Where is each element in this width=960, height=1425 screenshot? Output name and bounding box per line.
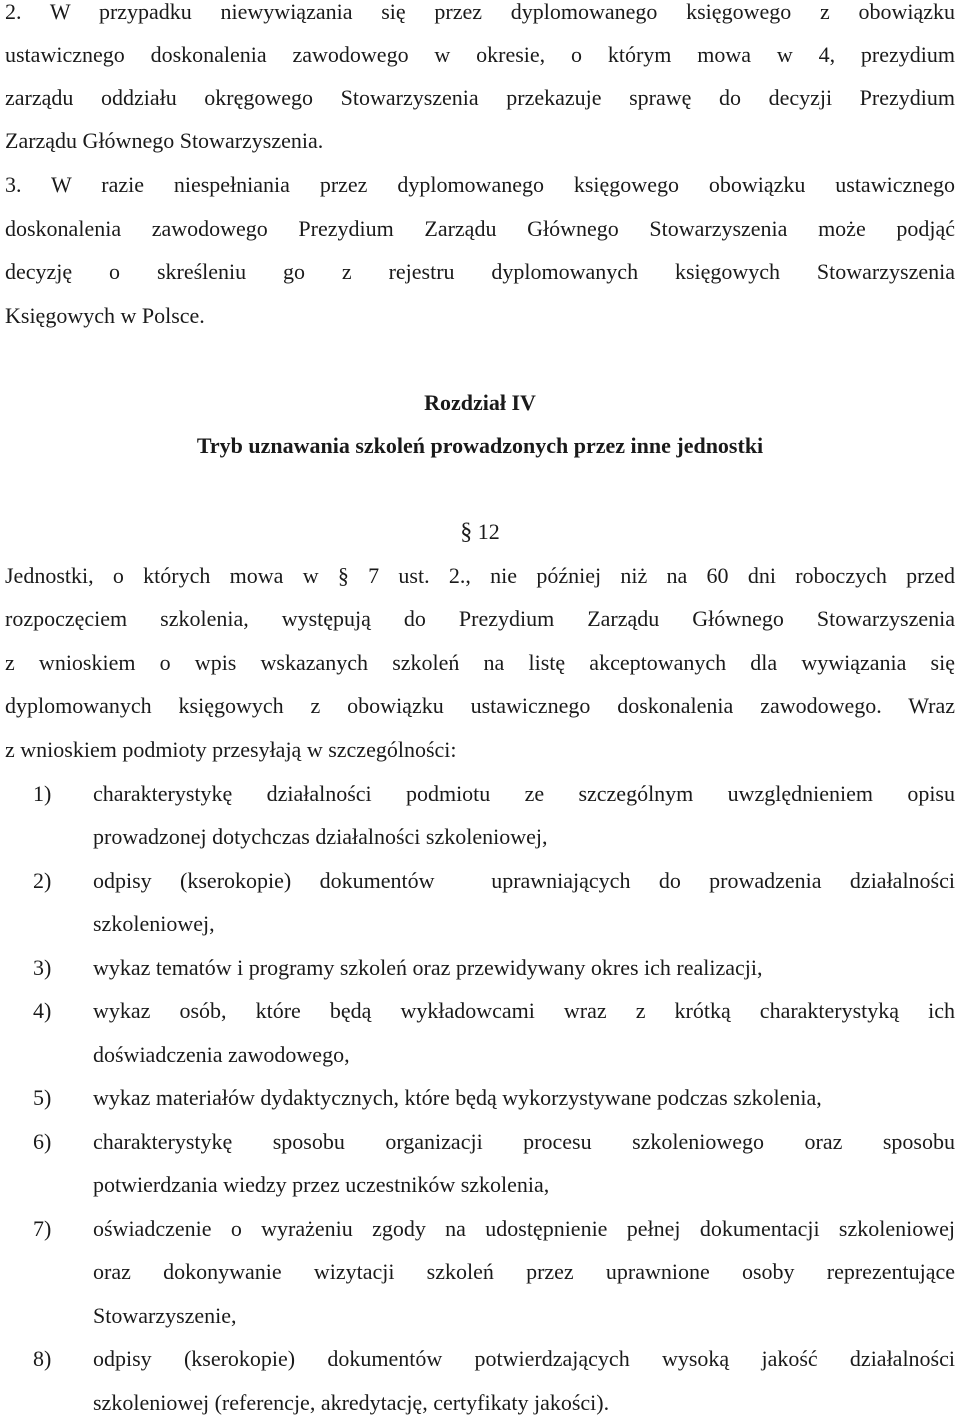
list-item-number: 3) xyxy=(33,955,52,980)
list-item-number: 7) xyxy=(33,1216,52,1241)
list-item-line: szkoleniowej (referencje, akredytację, certyfikaty jakości). xyxy=(93,1390,610,1415)
list-item-number: 1) xyxy=(33,781,52,806)
paragraph-2-line: ustawicznego doskonalenia zawodowego w okresie, o którym mowa w 4, prezydium xyxy=(5,42,955,67)
paragraph-3-line: 3. W razie niespełniania przez dyplomowanego księgowego obowiązku ustawicznego xyxy=(5,172,955,197)
list-item-number: 6) xyxy=(33,1129,52,1154)
list-item-number: 2) xyxy=(33,868,52,893)
section-line: Jednostki, o których mowa w § 7 ust. 2., nie później niż na 60 dni roboczych przed xyxy=(5,563,955,588)
paragraph-3-line: decyzję o skreśleniu go z rejestru dyplomowanych księgowych Stowarzyszenia xyxy=(5,259,955,284)
list-item-line: wykaz materiałów dydaktycznych, które będą wykorzystywane podczas szkolenia, xyxy=(93,1085,822,1110)
paragraph-2-line: 2. W przypadku niewywiązania się przez dyplomowanego księgowego z obowiązku xyxy=(5,0,955,24)
list-item-line: szkoleniowej, xyxy=(93,911,215,936)
section-number: 12 xyxy=(477,519,500,544)
list-item-line: prowadzonej dotychczas działalności szkoleniowej, xyxy=(93,824,548,849)
section-heading xyxy=(0,510,960,554)
section-line: z wnioskiem o wpis wskazanych szkoleń na listę akceptowanych dla wywiązania się xyxy=(5,650,955,675)
section-symbol: § xyxy=(460,519,473,545)
list-item-line: oświadczenie o wyrażeniu zgody na udostępnienie pełnej dokumentacji szkoleniowej xyxy=(93,1216,955,1241)
list-item-line: charakterystykę działalności podmiotu ze szczególnym uwzględnieniem opisu xyxy=(93,781,955,806)
list-item-line: odpisy (kserokopie) dokumentów potwierdzających wysoką jakość działalności xyxy=(93,1346,955,1371)
chapter-subtitle: Tryb uznawania szkoleń prowadzonych przez inne jednostki xyxy=(196,433,764,458)
paragraph-3-line: Księgowych w Polsce. xyxy=(5,303,205,328)
list-item-line: wykaz tematów i programy szkoleń oraz przewidywany okres ich realizacji, xyxy=(93,955,763,980)
paragraph-3-line: doskonalenia zawodowego Prezydium Zarządu Głównego Stowarzyszenia może podjąć xyxy=(5,216,955,241)
list-item-line: charakterystykę sposobu organizacji procesu szkoleniowego oraz sposobu xyxy=(93,1129,955,1154)
list-item-line: odpisy (kserokopie) dokumentów uprawniających do prowadzenia działalności xyxy=(93,868,955,893)
list-item-number: 4) xyxy=(33,998,52,1023)
paragraph-2-line: Zarządu Głównego Stowarzyszenia. xyxy=(5,128,324,153)
paragraph-2-line: zarządu oddziału okręgowego Stowarzyszenia przekazuje sprawę do decyzji Prezydium xyxy=(5,85,955,110)
list-item-line: potwierdzania wiedzy przez uczestników szkolenia, xyxy=(93,1172,550,1197)
list-item-line: Stowarzyszenie, xyxy=(93,1303,237,1328)
list-item-number: 5) xyxy=(33,1085,52,1110)
list-item-line: wykaz osób, które będą wykładowcami wraz z krótką charakterystyką ich xyxy=(93,998,955,1023)
section-line: rozpoczęciem szkolenia, występują do Prezydium Zarządu Głównego Stowarzyszenia xyxy=(5,606,955,631)
chapter-title: Rozdział IV xyxy=(424,390,536,415)
section-line: dyplomowanych księgowych z obowiązku ustawicznego doskonalenia zawodowego. Wraz xyxy=(5,693,955,718)
list-item-number: 8) xyxy=(33,1346,52,1371)
list-item-line: doświadczenia zawodowego, xyxy=(93,1042,350,1067)
list-item-line: oraz dokonywanie wizytacji szkoleń przez uprawnione osoby reprezentujące xyxy=(93,1259,955,1284)
section-line: z wnioskiem podmioty przesyłają w szczególności: xyxy=(5,737,457,762)
